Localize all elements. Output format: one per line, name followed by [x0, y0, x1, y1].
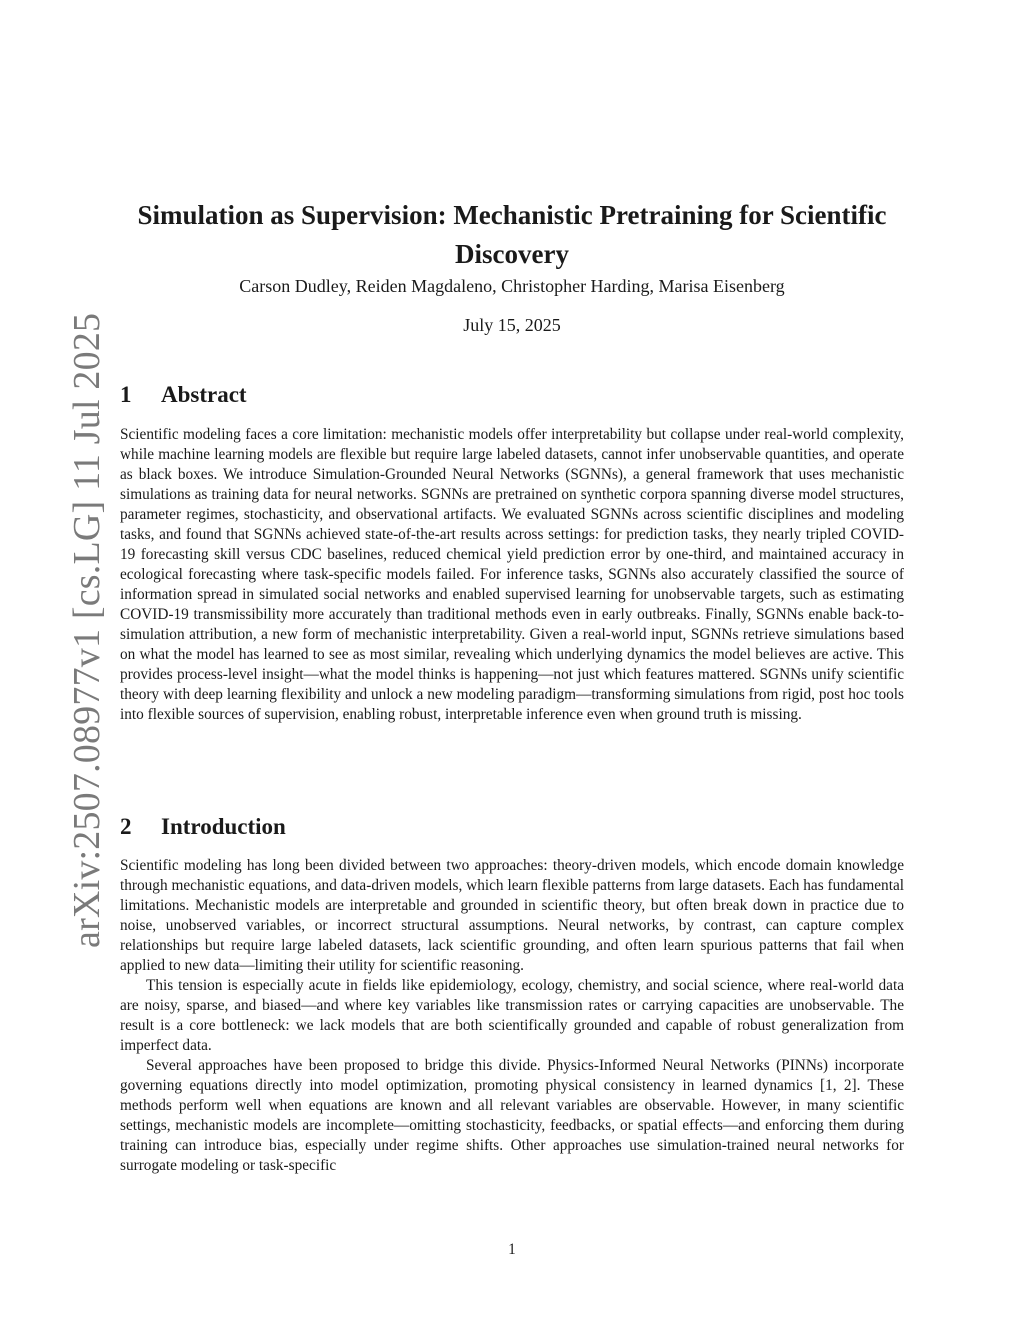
paper-title: Simulation as Supervision: Mechanistic Pretraining for Scientific Discovery [137, 200, 887, 270]
introduction-body [120, 856, 904, 1202]
arxiv-identifier-text: arXiv:2507.08977v1 [cs.LG] 11 Jul 2025 [66, 312, 108, 948]
section-heading-introduction [120, 812, 286, 842]
author-list: Carson Dudley, Reiden Magdaleno, Christopher Harding, Marisa Eisenberg [239, 276, 785, 296]
section-number: 2 [120, 814, 132, 839]
publication-date: July 15, 2025 [463, 315, 561, 335]
intro-paragraph-1: Scientific modeling has long been divided between two approaches: theory-driven models, which encode domain knowledge through mechanistic equations, and data-driven models, which learn flexible patterns from large datasets. Each has fundamental limitations. Mechanistic models are interpretable and grounded in scientific theory, but often break down in practice due to noise, unobserved variables, or incorrect structural assumptions. Neural networks, by contrast, can capture complex relationships but require large labeled datasets, lack scientific grounding, and often learn spurious patterns that fail when applied to new data—limiting their utility for scientific reasoning. [120, 857, 904, 974]
abstract-paragraph: Scientific modeling faces a core limitation: mechanistic models offer interpretability but collapse under real-world complexity, while machine learning models are flexible but require large labeled datasets, cannot infer unobservable quantities, and operate as black boxes. We introduce Simulation-Grounded Neural Networks (SGNNs), a general framework that uses mechanistic simulations as training data for neural networks. SGNNs are pretrained on synthetic corpora spanning diverse model structures, parameter regimes, stochasticity, and observational artifacts. We evaluated SGNNs across scientific disciplines and modeling tasks, and found that SGNNs achieved state-of-the-art results across settings: for prediction tasks, they nearly tripled COVID-19 forecasting skill versus CDC baselines, reduced chemical yield prediction error by one-third, and maintained accuracy in ecological forecasting where task-specific models failed. For inference tasks, SGNNs also accurately classified the source of information spread in simulated social networks and enabled supervised learning for unobservable targets, such as estimating COVID-19 transmissibility more accurately than traditional methods even in early outbreaks. Finally, SGNNs enable back-to-simulation attribution, a new form of mechanistic interpretability. Given a real-world input, SGNNs retrieve simulations based on what the model has learned to see as most similar, revealing which underlying dynamics the model believes are active. This provides process-level insight—what the model thinks is happening—not just which features mattered. SGNNs unify scientific theory with deep learning flexibility and unlock a new modeling paradigm—transforming simulations from rigid, post hoc tools into flexible sources of supervision, enabling robust, interpretable inference even when ground truth is missing. [120, 426, 904, 723]
intro-paragraph-3: Several approaches have been proposed to bridge this divide. Physics-Informed Neural Networks (PINNs) incorporate governing equations directly into model optimization, promoting physical consistency in learned dynamics [1, 2]. These methods perform well when equations are known and all relevant variables are observable. However, in many scientific settings, mechanistic models are incomplete—omitting stochasticity, feedbacks, or spatial effects—and enforcing them during training can introduce bias, especially under regime shifts. Other approaches use simulation-trained neural networks for surrogate modeling or task-specific [120, 1057, 904, 1174]
section-heading-abstract [120, 380, 247, 410]
section-number: 1 [120, 382, 132, 407]
arxiv-identifier-stamp [18, 312, 108, 948]
page-number: 1 [508, 1241, 516, 1258]
section-title: Abstract [161, 382, 247, 407]
intro-paragraph-2: This tension is especially acute in fields like epidemiology, ecology, chemistry, and social science, where real-world data are noisy, sparse, and biased—and where key variables like transmission rates or carrying capacities are unobservable. The result is a core bottleneck: we lack models that are both scientifically grounded and capable of robust generalization from imperfect data. [120, 977, 904, 1054]
section-title: Introduction [161, 814, 286, 839]
